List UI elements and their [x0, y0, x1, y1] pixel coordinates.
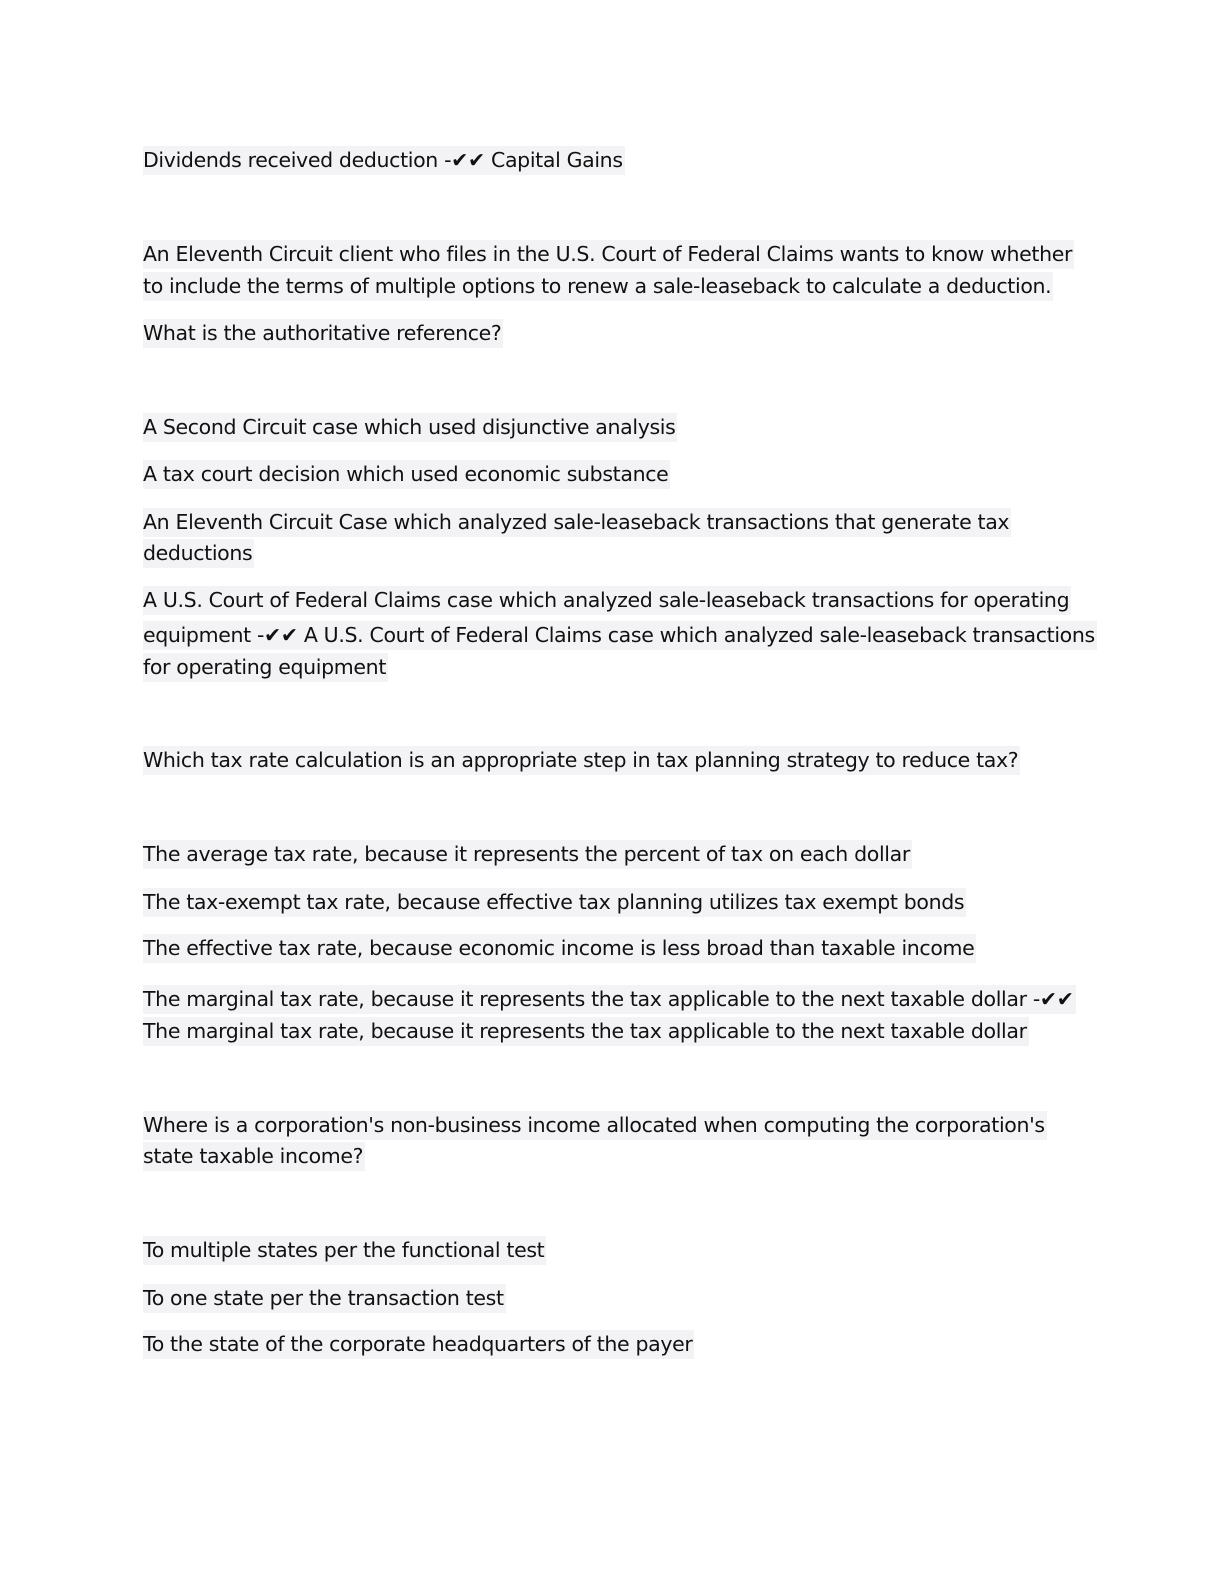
answer-option: for operating equipment	[143, 653, 388, 681]
question-line: state taxable income?	[143, 1142, 365, 1170]
question-line: An Eleventh Circuit client who files in the U.S. Court of Federal Claims wants to know whether	[143, 240, 1074, 268]
answer-option: An Eleventh Circuit Case which analyzed sale-leaseback transactions that generate tax	[143, 508, 1011, 536]
answer-option: To the state of the corporate headquarters of the payer	[143, 1330, 694, 1358]
answer-option: equipment -✔✔ A U.S. Court of Federal Claims case which analyzed sale-leaseback transactions	[143, 621, 1097, 649]
question-line: What is the authoritative reference?	[143, 319, 503, 347]
answer-option: The marginal tax rate, because it represents the tax applicable to the next taxable dollar -✔✔	[143, 985, 1076, 1013]
answer-option: The marginal tax rate, because it represents the tax applicable to the next taxable dollar	[143, 1017, 1029, 1045]
answer-option: To multiple states per the functional test	[143, 1236, 546, 1264]
answer-option: The effective tax rate, because economic income is less broad than taxable income	[143, 934, 976, 962]
answer-option: To one state per the transaction test	[143, 1284, 506, 1312]
answer-option: A tax court decision which used economic substance	[143, 460, 670, 488]
question-line: Which tax rate calculation is an appropriate step in tax planning strategy to reduce tax?	[143, 746, 1020, 774]
question-line: to include the terms of multiple options to renew a sale-leaseback to calculate a deduction.	[143, 272, 1053, 300]
answer-option: The average tax rate, because it represents the percent of tax on each dollar	[143, 840, 912, 868]
answer-option: deductions	[143, 539, 254, 567]
answer-option: A Second Circuit case which used disjunctive analysis	[143, 413, 677, 441]
answer-option: A U.S. Court of Federal Claims case which analyzed sale-leaseback transactions for operating	[143, 586, 1071, 614]
question-line: Where is a corporation's non-business income allocated when computing the corporation's	[143, 1111, 1047, 1139]
text-line: Dividends received deduction -✔✔ Capital Gains	[143, 146, 625, 174]
answer-option: The tax-exempt tax rate, because effective tax planning utilizes tax exempt bonds	[143, 888, 966, 916]
